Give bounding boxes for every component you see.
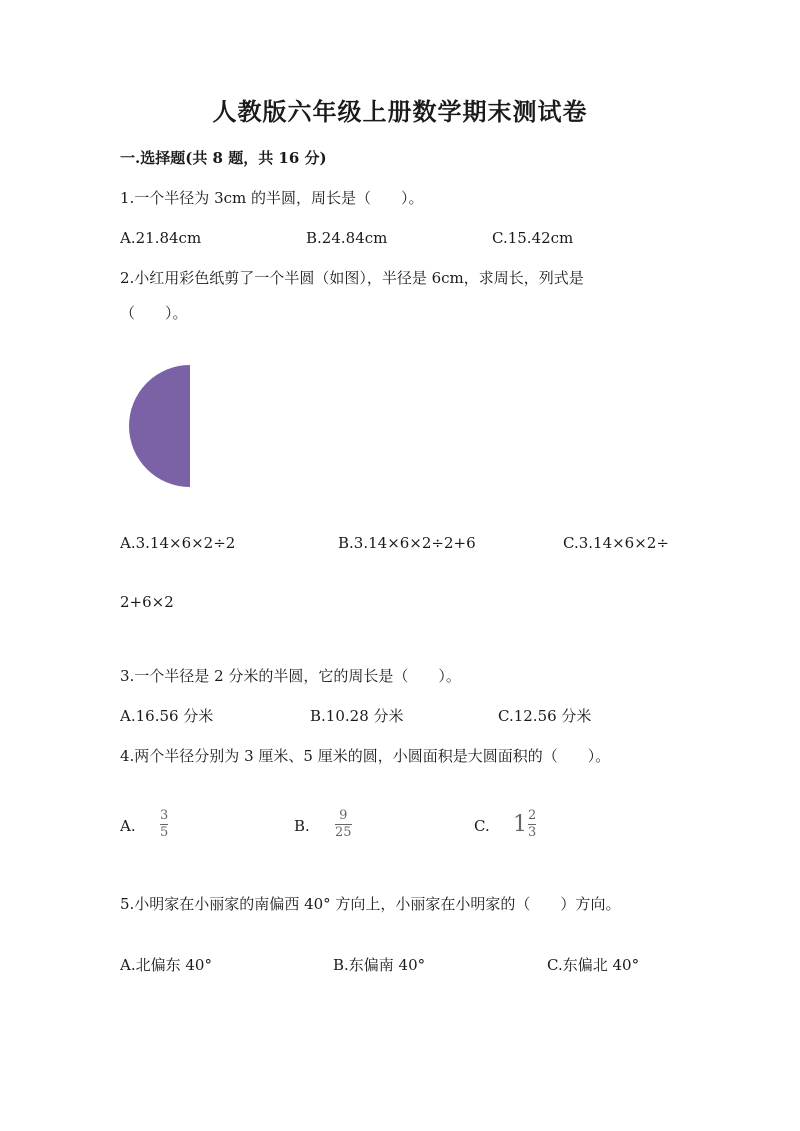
question-1-option-c: C.15.42cm [492, 229, 574, 247]
question-4-option-c-label: C. [474, 817, 490, 835]
semicircle-figure [126, 362, 196, 490]
question-1-option-a: A.21.84cm [120, 229, 202, 247]
question-4-text: 4.两个半径分别为 3 厘米、5 厘米的圆，小圆面积是大圆面积的（ ）。 [120, 747, 611, 765]
question-4-option-c-mixed-number [513, 809, 536, 840]
fraction-numerator: 9 [339, 808, 348, 823]
question-3-text: 3.一个半径是 2 分米的半圆，它的周长是（ ）。 [120, 667, 461, 685]
question-5-option-b: B.东偏南 40° [333, 956, 426, 974]
section-heading: 一.选择题(共 8 题，共 16 分) [120, 149, 327, 167]
question-2-text-continued: （ ）。 [120, 304, 188, 322]
page-title: 人教版六年级上册数学期末测试卷 [212, 97, 588, 126]
question-5-option-a: A.北偏东 40° [120, 956, 212, 974]
question-3-option-b: B.10.28 分米 [310, 707, 404, 725]
mixed-number-fraction [528, 809, 536, 840]
question-4-option-a-label: A. [120, 817, 136, 835]
mixed-number-whole: 1 [513, 811, 527, 837]
question-4-option-b-fraction [335, 809, 352, 840]
question-3-option-a: A.16.56 分米 [120, 707, 214, 725]
question-2-option-c-continued: 2+6×2 [120, 593, 174, 611]
question-1-option-b: B.24.84cm [306, 229, 388, 247]
question-4-option-a-fraction [160, 809, 168, 840]
fraction-numerator: 3 [160, 808, 169, 823]
question-2-option-c: C.3.14×6×2÷ [563, 534, 669, 552]
question-5-text: 5.小明家在小丽家的南偏西 40° 方向上，小丽家在小明家的（ ）方向。 [120, 895, 621, 913]
question-4-option-b-label: B. [294, 817, 310, 835]
question-5-option-c: C.东偏北 40° [547, 956, 640, 974]
question-3-option-c: C.12.56 分米 [498, 707, 592, 725]
question-2-text: 2.小红用彩色纸剪了一个半圆（如图），半径是 6cm，求周长，列式是 [120, 269, 584, 287]
question-2-option-a: A.3.14×6×2÷2 [120, 534, 236, 552]
question-2-option-b: B.3.14×6×2÷2+6 [338, 534, 476, 552]
fraction-denominator: 25 [335, 825, 352, 840]
fraction-denominator: 3 [528, 825, 537, 840]
fraction-numerator: 2 [528, 808, 537, 823]
fraction-denominator: 5 [160, 825, 169, 840]
question-1-text: 1.一个半径为 3cm 的半圆，周长是（ ）。 [120, 189, 424, 207]
